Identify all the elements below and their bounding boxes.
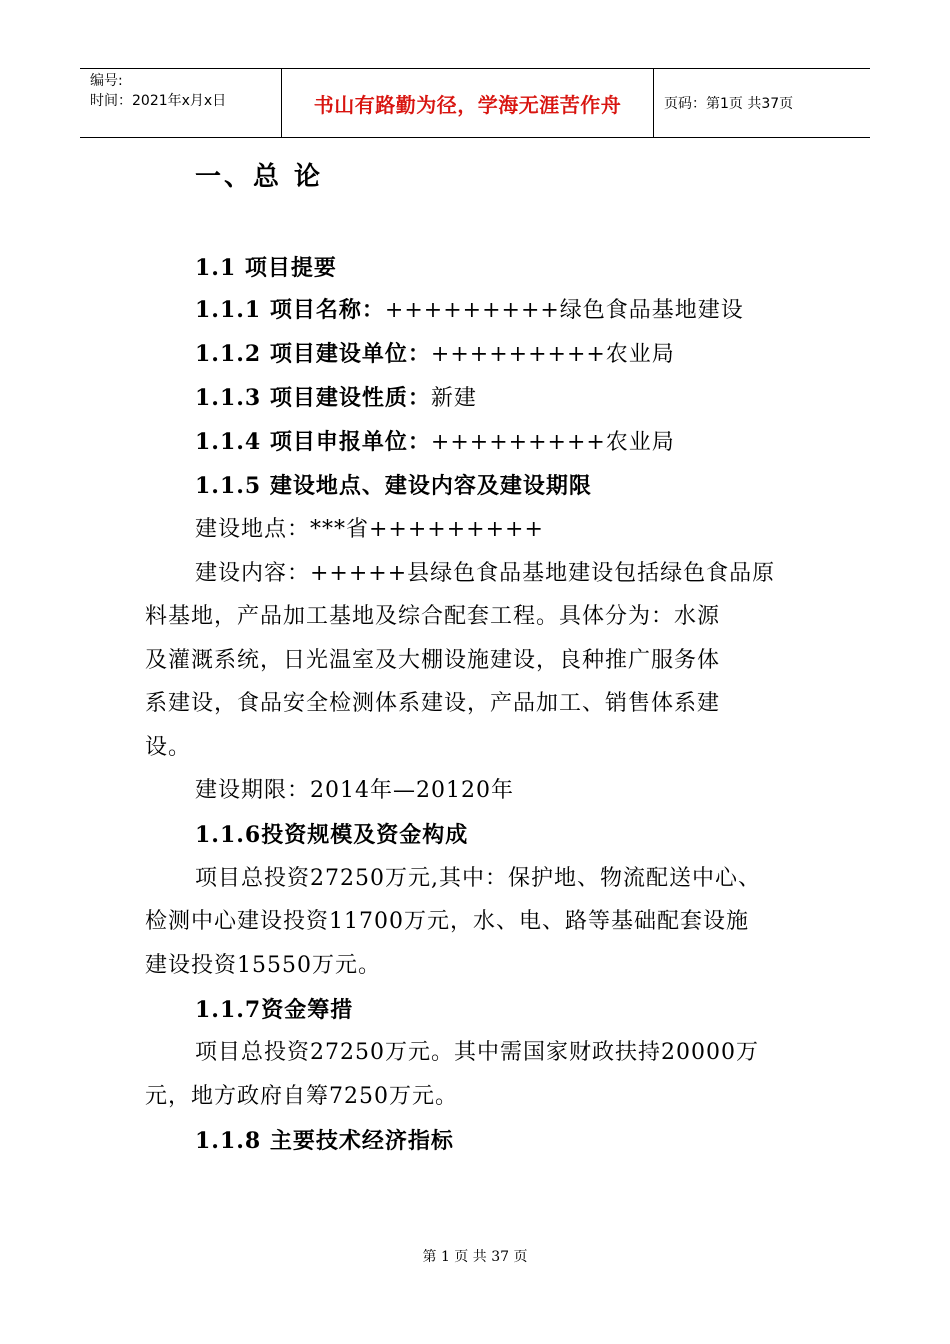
subsection-heading: 1.1.7资金筹措 — [195, 997, 354, 1023]
item-value: +++++++++农业局 — [430, 430, 675, 455]
paragraph-line: 系建设，食品安全检测体系建设，产品加工、销售体系建 — [145, 691, 721, 716]
item-applicant-unit — [195, 427, 675, 458]
paragraph-line: 检测中心建设投资11700万元，水、电、路等基础配套设施 — [145, 909, 749, 934]
paragraph-line: 料基地，产品加工基地及综合配套工程。具体分为：水源 — [145, 604, 721, 629]
paragraph-line: 设。 — [145, 735, 192, 760]
item-value: 新建 — [430, 386, 477, 411]
paragraph-line: 项目总投资27250万元,其中：保护地、物流配送中心、 — [195, 866, 761, 891]
paragraph-line: 建设期限：2014年—20120年 — [195, 778, 514, 803]
item-label: 1.1.2 项目建设单位： — [195, 341, 431, 367]
header-page-label: 页码：第1页 共37页 — [664, 96, 794, 112]
number-label: 编号: — [90, 73, 123, 89]
item-label: 1.1.3 项目建设性质： — [195, 385, 431, 411]
item-label: 1.1.1 项目名称： — [195, 297, 385, 323]
paragraph-line: 元，地方政府自筹7250万元。 — [145, 1084, 458, 1109]
paragraph-line: 建设地点：***省+++++++++ — [195, 517, 544, 542]
section-heading: 1.1 项目提要 — [195, 255, 337, 281]
item-construction-unit — [195, 339, 675, 370]
paragraph-line: 及灌溉系统，日光温室及大棚设施建设，良种推广服务体 — [145, 648, 721, 673]
item-project-name — [195, 295, 744, 326]
item-construction-nature — [195, 383, 477, 414]
paragraph-line: 项目总投资27250万元。其中需国家财政扶持20000万 — [195, 1040, 759, 1065]
header-motto: 书山有路勤为径，学海无涯苦作舟 — [282, 69, 654, 137]
item-value: +++++++++农业局 — [430, 342, 675, 367]
chapter-title: 一、总 论 — [195, 162, 324, 192]
paragraph-line: 建设投资15550万元。 — [145, 953, 381, 978]
subsection-heading: 1.1.8 主要技术经济指标 — [195, 1128, 454, 1154]
subsection-heading: 1.1.5 建设地点、建设内容及建设期限 — [195, 473, 592, 499]
item-value: +++++++++绿色食品基地建设 — [384, 298, 744, 323]
time-label: 时间：2021年x月x日 — [90, 93, 227, 109]
item-label: 1.1.4 项目申报单位： — [195, 429, 431, 455]
paragraph-line: 建设内容：+++++县绿色食品基地建设包括绿色食品原 — [195, 561, 776, 586]
page-footer: 第 1 页 共 37 页 — [422, 1249, 528, 1265]
subsection-heading: 1.1.6投资规模及资金构成 — [195, 822, 469, 848]
